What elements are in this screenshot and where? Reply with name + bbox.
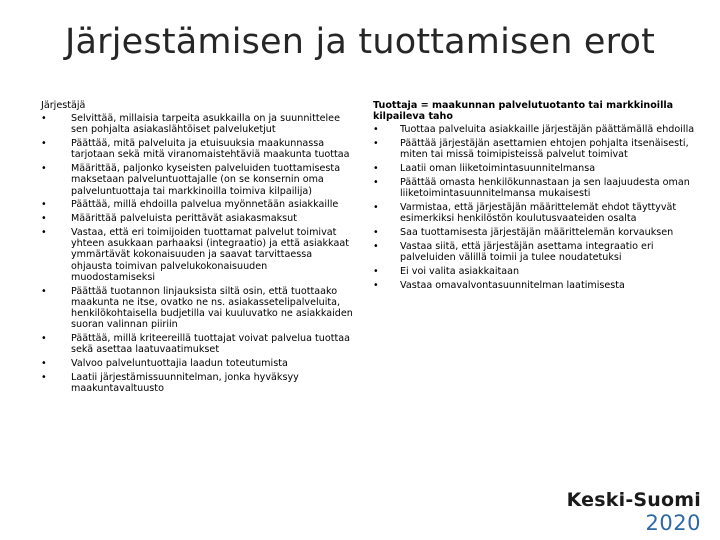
- bullet: •: [41, 358, 47, 370]
- bullet: •: [41, 138, 47, 150]
- list-item-text: Laatii oman liiketoimintasuunnitelmansa: [400, 163, 596, 175]
- list-item: [41, 358, 353, 369]
- bullet: •: [373, 177, 379, 188]
- list-item: [373, 124, 703, 135]
- list-item-text: Päättää tuotannon linjauksista siltä osin, että tuottaako maakunta ne itse, ovatko ne ns. asiakassetelipalveluita, henkilökohtaisella budjetilla vai kuuluvatko ne asiakkaiden suoran valinnan piiriin: [71, 285, 353, 331]
- list-item-text: Vastaa omavalvontasuunnitelman laatimisesta: [400, 279, 625, 291]
- list-item-text: Määrittää, paljonko kyseisten palveluiden tuottamisesta maksetaan palveluntuottajalle (on se konsernin oma palveluntuottaja tai markkinoilla toimiva kilpailija): [71, 163, 341, 197]
- list-item-text: Määrittää palveluista perittävät asiakasmaksut: [71, 213, 297, 225]
- list-item-text: Päättää, millä ehdoilla palvelua myönnetään asiakkaille: [71, 199, 339, 211]
- bullet: •: [373, 240, 379, 252]
- list-item: [41, 213, 353, 224]
- right-heading: Tuottaja = maakunnan palvelutuotanto tai markkinoilla kilpaileva taho: [373, 100, 674, 123]
- list-item: [373, 163, 703, 174]
- list-item: [373, 227, 703, 238]
- list-item-text: Vastaa siitä, että järjestäjän asettama integraatio eri palveluiden välillä toimii ja tulee noudatetuksi: [400, 240, 654, 263]
- bullet: •: [373, 163, 379, 175]
- left-list: [41, 113, 353, 394]
- list-item: [373, 241, 703, 263]
- list-item-text: Varmistaa, että järjestäjän määrittelemät ehdot täyttyvät esimerkiksi henkilöstön koulutusvaateiden osalta: [400, 202, 677, 225]
- bullet: •: [373, 227, 379, 238]
- list-item: [41, 333, 353, 355]
- left-column: [41, 100, 353, 397]
- list-item-text: Valvoo palveluntuottajia laadun toteutumista: [71, 358, 288, 370]
- list-item-text: Vastaa, että eri toimijoiden tuottamat palvelut toimivat yhteen asukkaan parhaaksi (integraatio) ja että asiakkaat ymmärtävät kokonaisuuden ja saavat tarvittaessa ohjausta toimivan palvelukokonaisuuden muodostamiseksi: [71, 227, 349, 283]
- list-item-text: Päättää, mitä palveluita ja etuisuuksia maakunnassa tarjotaan sekä mitä viranomaistehtäviä maakunta tuottaa: [71, 138, 350, 161]
- list-item: [41, 138, 353, 160]
- left-heading: Järjestäjä: [41, 100, 86, 111]
- bullet: •: [41, 163, 47, 175]
- list-item-text: Ei voi valita asiakkaitaan: [400, 265, 520, 277]
- list-item: [373, 138, 703, 160]
- list-item-text: Päättää omasta henkilökunnastaan ja sen laajuudesta oman liiketoimintasuunnitelmansa mukaisesti: [400, 177, 690, 200]
- logo-name: Keski-Suomi: [566, 489, 701, 511]
- bullet: •: [373, 138, 379, 150]
- bullet: •: [373, 265, 379, 277]
- bullet: •: [41, 333, 47, 345]
- list-item-text: Tuottaa palveluita asiakkaille järjestäjän päättämällä ehdoilla: [400, 124, 695, 136]
- bullet: •: [41, 113, 47, 125]
- bullet: •: [41, 227, 47, 238]
- list-item: [373, 202, 703, 224]
- list-item: [41, 286, 353, 331]
- list-item-text: Saa tuottamisesta järjestäjän määrittelemän korvauksen: [400, 227, 674, 238]
- right-column: [373, 100, 703, 293]
- list-item: [373, 280, 703, 291]
- bullet: •: [373, 124, 379, 136]
- list-item-text: Laatii järjestämissuunnitelman, jonka hyväksyy maakuntavaltuusto: [71, 371, 299, 395]
- bullet: •: [41, 199, 47, 211]
- list-item: [41, 227, 353, 283]
- list-item-text: Selvittää, millaisia tarpeita asukkailla on ja suunnittelee sen pohjalta asiakaslähtöiset palveluketjut: [71, 113, 340, 136]
- logo-year: 2020: [645, 511, 701, 535]
- list-item: [41, 199, 353, 210]
- list-item: [373, 177, 703, 199]
- list-item: [41, 113, 353, 135]
- list-item: [373, 266, 703, 277]
- list-item: [41, 163, 353, 197]
- list-item-text: Päättää järjestäjän asettamien ehtojen pohjalta itsenäisesti, miten tai missä toimipisteissä palvelut toimivat: [400, 138, 689, 161]
- slide-title: Järjestämisen ja tuottamisen erot: [64, 22, 655, 62]
- list-item-text: Päättää, millä kriteereillä tuottajat voivat palvelua tuottaa sekä asettaa laatuvaatimukset: [71, 333, 350, 356]
- list-item: [41, 372, 353, 394]
- keski-suomi-2020-logo: [567, 490, 701, 534]
- right-list: [373, 124, 703, 290]
- bullet: •: [41, 371, 47, 383]
- bullet: •: [41, 213, 47, 225]
- bullet: •: [41, 285, 47, 297]
- bullet: •: [373, 202, 379, 213]
- bullet: •: [373, 279, 379, 291]
